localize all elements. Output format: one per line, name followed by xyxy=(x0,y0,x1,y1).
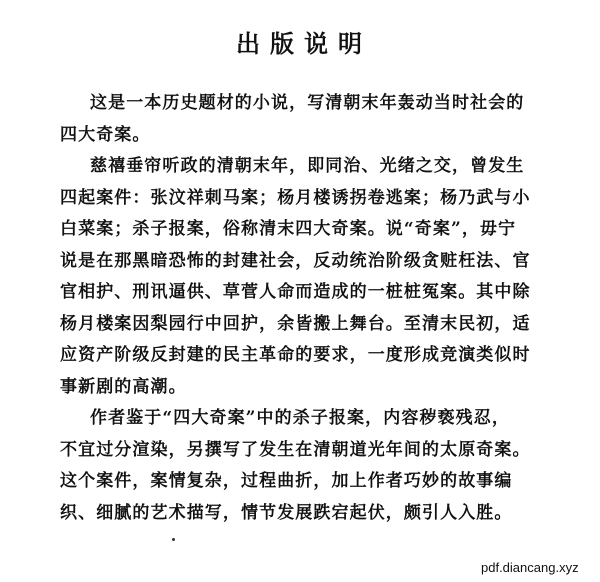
text-line: 杨月楼案因梨园行中回护，余皆搬上舞台。至清末民初，适 xyxy=(60,313,531,334)
text-line: 四起案件：张汶祥刺马案；杨月楼诱拐卷逃案；杨乃武与小 xyxy=(60,187,531,208)
text-line: 这个案件，案情复杂，过程曲折，加上作者巧妙的故事编 xyxy=(60,471,513,491)
text-line: 事新剧的高潮。 xyxy=(60,376,187,397)
page-title: 出版说明 xyxy=(236,29,372,58)
text-line: 慈禧垂帘听政的清朝末年，即同治、光绪之交，曾发生 xyxy=(90,156,525,176)
text-line: 四大奇案。 xyxy=(60,124,151,145)
text-line: 织、细腻的艺术描写，情节发展跌宕起伏，颇引人入胜。 xyxy=(60,502,513,523)
source-watermark: pdf.diancang.xyz xyxy=(481,560,579,575)
text-line: 说是在那黑暗恐怖的封建社会，反动统治阶级贪赃枉法、官 xyxy=(60,250,531,271)
text-line: 这是一本历史题材的小说，写清朝末年轰动当时社会的 xyxy=(90,93,525,113)
text-line: 作者鉴于“四大奇案”中的杀子报案，内容秽亵残忍， xyxy=(90,408,510,428)
body-text xyxy=(60,88,550,529)
text-line: 不宜过分渲染，另撰写了发生在清朝道光年间的太原奇案。 xyxy=(60,439,531,460)
text-line: 白菜案；杀子报案，俗称清末四大奇案。说“奇案”，毋宁 xyxy=(60,219,517,239)
text-line: 应资产阶级反封建的民主革命的要求，一度形成竞演类似时 xyxy=(60,345,531,365)
text-line: 官相护、刑讯逼供、草菅人命而造成的一桩桩冤案。其中除 xyxy=(60,282,531,302)
ink-speck xyxy=(172,538,175,541)
